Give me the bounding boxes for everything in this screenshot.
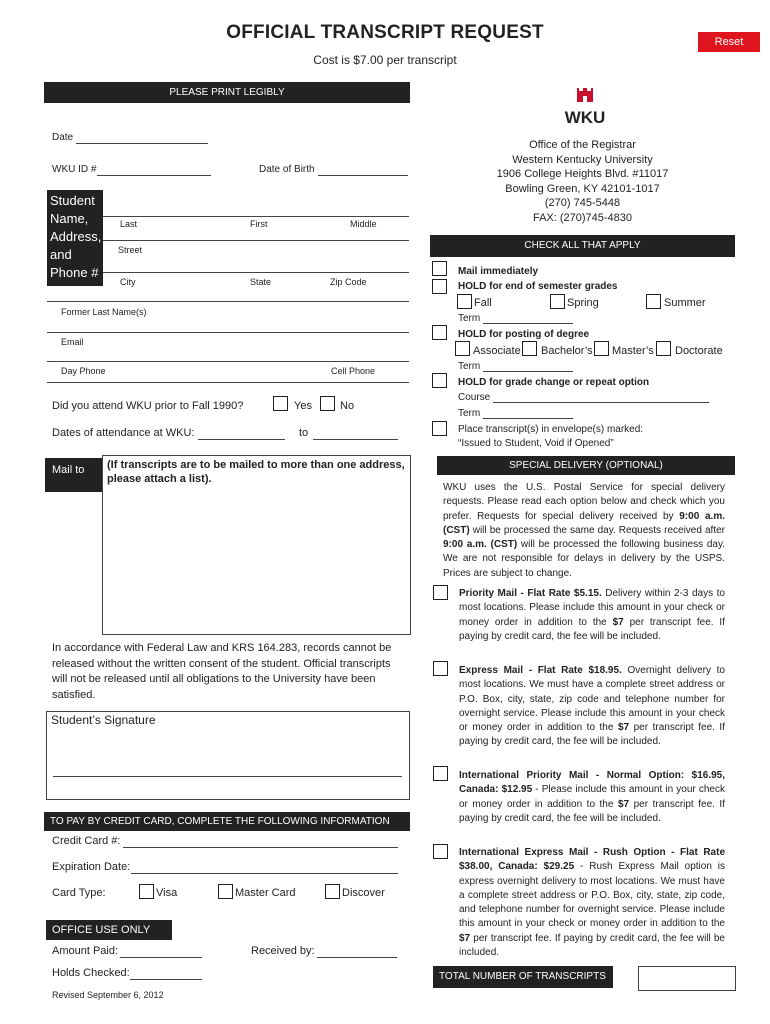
doctorate-label: Doctorate xyxy=(675,345,723,357)
hold-semester-label: HOLD for end of semester grades xyxy=(458,281,618,292)
express-mail-checkbox[interactable] xyxy=(433,661,448,676)
address-line: Western Kentucky University xyxy=(512,153,653,166)
envelope-label: Place transcript(s) in envelope(s) marked: xyxy=(458,424,644,435)
term-label: Term xyxy=(458,408,481,419)
amount-paid-field[interactable] xyxy=(120,957,202,958)
fee-note: per transcript fee. If paying by credit card, the fee will be included. xyxy=(459,932,725,959)
check-all-banner: CHECK ALL THAT APPLY xyxy=(430,235,735,257)
attend-question: Did you attend WKU prior to Fall 1990? xyxy=(52,400,244,412)
seven-dollar: $7 xyxy=(612,616,624,628)
revised-date: Revised September 6, 2012 xyxy=(52,990,164,1000)
card-type-label: Card Type: xyxy=(52,887,106,899)
associate-checkbox[interactable] xyxy=(455,341,470,356)
special-time-1: 9:00 a.m. (CST) xyxy=(443,510,725,536)
page-title: OFFICIAL TRANSCRIPT REQUEST xyxy=(226,22,544,43)
former-name-label: Former Last Name(s) xyxy=(61,307,147,317)
bachelor-label: Bachelor’s xyxy=(541,345,593,357)
master-checkbox[interactable] xyxy=(594,341,609,356)
dob-field[interactable] xyxy=(318,175,408,176)
priority-mail-desc: Delivery within 2-3 days to most locations. Please include this amount in your check or money order in addition to the xyxy=(459,588,725,628)
fee-note: per transcript fee. If paying by credit card, the fee will be included. xyxy=(459,616,725,642)
seven-dollar: $7 xyxy=(459,932,471,944)
fall-label: Fall xyxy=(474,297,492,309)
mastercard-label: Master Card xyxy=(235,887,296,899)
priority-mail-text xyxy=(459,587,725,644)
credit-card-banner: TO PAY BY CREDIT CARD, COMPLETE THE FOLLOWING INFORMATION xyxy=(44,812,410,831)
intl-priority-title: International Priority Mail - Normal Option: $16.95, Canada: $12.95 xyxy=(459,770,725,796)
associate-label: Associate xyxy=(473,345,521,357)
mail-immediately-checkbox[interactable] xyxy=(432,261,447,276)
total-transcripts-banner: TOTAL NUMBER OF TRANSCRIPTS xyxy=(433,966,613,988)
signature-line xyxy=(53,776,402,777)
yes-checkbox[interactable] xyxy=(273,396,288,411)
street-field[interactable] xyxy=(103,240,409,241)
mastercard-checkbox[interactable] xyxy=(218,884,233,899)
student-block-line: and xyxy=(50,247,72,262)
address-line: 1906 College Heights Blvd. #11017 xyxy=(496,168,669,180)
intl-priority-desc: - Please include this amount in your check or money order in addition to the xyxy=(459,784,725,810)
amount-paid-label: Amount Paid: xyxy=(52,945,119,957)
middle-label: Middle xyxy=(350,219,377,229)
visa-label: Visa xyxy=(156,887,178,899)
express-mail-title: Express Mail - Flat Rate $18.95. xyxy=(459,665,622,676)
mail-immediately-label: Mail immediately xyxy=(458,266,539,277)
discover-checkbox[interactable] xyxy=(325,884,340,899)
course-label: Course xyxy=(458,392,491,403)
attend-from-field[interactable] xyxy=(198,439,285,440)
student-info-block xyxy=(47,190,103,286)
priority-mail-title: Priority Mail - Flat Rate $5.15. xyxy=(459,588,602,599)
date-label: Date xyxy=(52,132,74,143)
intl-priority-text xyxy=(459,769,725,826)
express-mail-desc: Overnight delivery to most locations. We must have a complete street address or P.O. Box, city, state, zip code and telephone number for overnight service. Please include this amount in your check or money order in addition to the xyxy=(459,665,725,734)
expiration-label: Expiration Date: xyxy=(52,861,131,873)
to-label: to xyxy=(299,427,309,439)
email-field[interactable] xyxy=(47,332,409,333)
fee-note: per transcript fee. If paying by credit card, the fee will be included. xyxy=(459,722,725,748)
no-checkbox[interactable] xyxy=(320,396,335,411)
fee-note: per transcript fee. If paying by credit card, the fee will be included. xyxy=(459,798,725,824)
intl-express-text xyxy=(459,846,725,960)
cell-phone-label: Cell Phone xyxy=(331,366,376,376)
dob-label: Date of Birth xyxy=(259,164,315,175)
no-label: No xyxy=(340,400,355,412)
intl-priority-checkbox[interactable] xyxy=(433,766,448,781)
registrar-address xyxy=(430,138,735,225)
mail-to-note: (If transcripts are to be mailed to more than one address, please attach a list). xyxy=(107,459,405,485)
express-mail-text xyxy=(459,664,725,750)
page-subtitle: Cost is $7.00 per transcript xyxy=(313,53,457,67)
envelope-quote: “Issued to Student, Void if Opened” xyxy=(458,438,614,449)
spring-label: Spring xyxy=(567,297,599,309)
hold-degree-checkbox[interactable] xyxy=(432,325,447,340)
print-legibly-banner: PLEASE PRINT LEGIBLY xyxy=(44,82,410,103)
holds-checked-field[interactable] xyxy=(130,979,202,980)
special-text-b: will be processed the same day. Requests received after xyxy=(469,524,725,536)
holds-checked-label: Holds Checked: xyxy=(52,967,130,979)
semester-term-field[interactable] xyxy=(483,323,573,324)
doctorate-checkbox[interactable] xyxy=(656,341,671,356)
visa-checkbox[interactable] xyxy=(139,884,154,899)
city-label: City xyxy=(120,277,136,287)
address-line: (270) 745-5448 xyxy=(544,197,621,209)
intl-express-checkbox[interactable] xyxy=(433,844,448,859)
yes-label: Yes xyxy=(294,400,312,412)
summer-checkbox[interactable] xyxy=(646,294,661,309)
signature-label: Student’s Signature xyxy=(51,713,156,727)
degree-term-field[interactable] xyxy=(483,371,573,372)
intl-express-desc: - Rush Express Mail option is express overnight delivery to most locations. We must have a complete street address or P.O. Box, city, state, zip code, and telephone number for overnight service. Please include this amount in your check or money order in addition to the xyxy=(459,861,725,930)
hold-grade-checkbox[interactable] xyxy=(432,373,447,388)
card-number-label: Credit Card #: xyxy=(52,835,121,847)
seven-dollar: $7 xyxy=(617,722,630,734)
state-label: State xyxy=(250,277,272,287)
reset-button[interactable]: Reset xyxy=(698,32,760,52)
intl-express-title: International Express Mail - Rush Option - Flat Rate $38.00, Canada: $29.25 xyxy=(459,847,725,873)
attend-to-field[interactable] xyxy=(313,439,398,440)
received-by-field[interactable] xyxy=(317,957,397,958)
special-delivery-banner: SPECIAL DELIVERY (OPTIONAL) xyxy=(437,456,735,475)
address-line: Bowling Green, KY 42101-1017 xyxy=(505,182,660,195)
street-label: Street xyxy=(118,245,143,255)
term-label: Term xyxy=(458,361,481,372)
spring-checkbox[interactable] xyxy=(550,294,565,309)
priority-mail-checkbox[interactable] xyxy=(433,585,448,600)
legal-notice: In accordance with Federal Law and KRS 164.283, records cannot be released without the written consent of the student. Official transcripts will not be released until all obligations to the University have been satisfied. xyxy=(52,642,392,701)
special-time-2: 9:00 a.m. (CST) xyxy=(443,539,518,551)
mail-to-label: Mail to xyxy=(45,458,102,492)
special-text-a: WKU uses the U.S. Postal Service for special delivery requests. Please read each option below and check which you prefer. Requests for special delivery received by xyxy=(443,482,725,522)
day-phone-label: Day Phone xyxy=(61,366,106,376)
course-field[interactable] xyxy=(493,402,709,403)
last-label: Last xyxy=(120,219,138,229)
hold-degree-label: HOLD for posting of degree xyxy=(458,329,590,340)
wku-logo xyxy=(560,82,610,132)
address-line: FAX: (270)745-4830 xyxy=(532,211,633,224)
address-line: Office of the Registrar xyxy=(529,139,636,151)
envelope-checkbox[interactable] xyxy=(432,421,447,436)
former-name-field[interactable] xyxy=(47,301,409,302)
office-use-banner: OFFICE USE ONLY xyxy=(46,920,172,940)
term-label: Term xyxy=(458,313,481,324)
hold-semester-checkbox[interactable] xyxy=(432,279,447,294)
special-delivery-text xyxy=(443,481,725,581)
student-block-line: Address, xyxy=(50,229,102,244)
student-block-line: Name, xyxy=(50,211,89,226)
grade-term-field[interactable] xyxy=(483,418,573,419)
master-label: Master’s xyxy=(612,345,654,357)
city-state-zip-field[interactable] xyxy=(103,272,409,273)
discover-label: Discover xyxy=(342,887,385,899)
received-by-label: Received by: xyxy=(251,945,315,957)
expiration-field[interactable] xyxy=(131,873,398,874)
date-field[interactable] xyxy=(76,143,208,144)
name-field[interactable] xyxy=(103,216,409,217)
hold-grade-label: HOLD for grade change or repeat option xyxy=(458,377,650,388)
divider xyxy=(47,382,409,383)
wku-id-label: WKU ID # xyxy=(52,164,97,175)
special-text-c: will be processed the following business day. We are not responsible for delays in delivery by the USPS. Prices are subject to change. xyxy=(443,539,725,579)
wku-wordmark: WKU xyxy=(564,108,606,127)
bachelor-checkbox[interactable] xyxy=(522,341,537,356)
zip-label: Zip Code xyxy=(330,277,367,287)
summer-label: Summer xyxy=(664,297,706,309)
first-label: First xyxy=(250,219,268,229)
total-transcripts-input[interactable] xyxy=(638,966,736,991)
email-label: Email xyxy=(61,337,84,347)
phone-field[interactable] xyxy=(47,361,409,362)
wku-id-field[interactable] xyxy=(97,175,211,176)
student-block-line: Student xyxy=(50,193,95,208)
seven-dollar: $7 xyxy=(617,798,630,810)
attendance-dates-label: Dates of attendance at WKU: xyxy=(52,427,195,439)
fall-checkbox[interactable] xyxy=(457,294,472,309)
student-block-line: Phone # xyxy=(50,265,99,280)
card-number-field[interactable] xyxy=(123,847,398,848)
